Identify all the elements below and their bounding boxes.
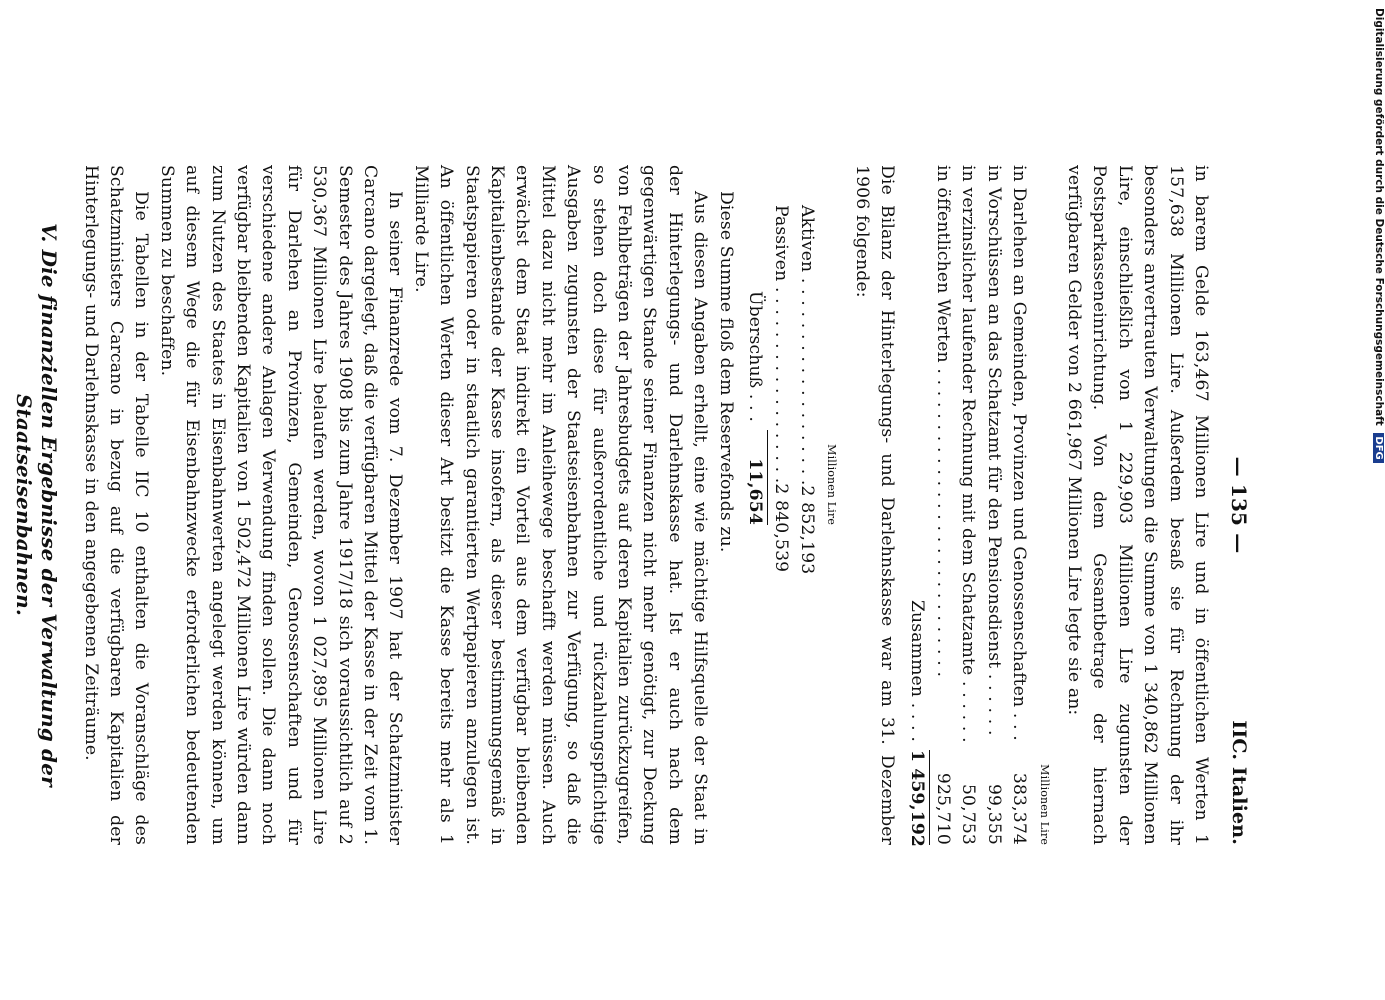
paragraph: In seiner Finanzrede vom 7. Dezember 1907 hat der Schatzminister Carcano dargelegt, daß die verfügbaren Mittel der Kasse in der Zeit vom 1. Semester des Jahres 1908 bis zum Jahre 1917/18 sich voraussichtlich auf 2 530,367 Millionen Lire belaufen werden, wovon 1 027,895 Millionen Lire für Darlehen an Provinzen, Gemeinden, Genossenschaften und für verschiedene andere Anlagen Verwendung finden sollen. Die dann noch verfügbar bleibenden Kapitalien von 1 502,472 Millionen Lire würden dann zum Nutzen des Staates in Eisenbahnwerten angelegt werden können, um auf diesem Wege die für Eisenbahnzwecke erforderlichen bedeutenden Summen zu beschaffen.	[156, 165, 406, 845]
table-row	[768, 205, 793, 573]
table-total-row	[742, 205, 768, 525]
row-value: 99,355	[983, 783, 1004, 845]
investment-table	[903, 165, 1056, 848]
document-page	[11, 165, 1251, 848]
table-row	[930, 165, 955, 845]
table-total-row	[903, 165, 929, 848]
page-number: — 135 —	[1227, 456, 1251, 554]
table-row	[794, 205, 819, 575]
section-heading: V. Die finanziellen Ergebnisse der Verwaltung der Staatseisenbahnen.	[11, 223, 62, 787]
row-value: 50,753	[958, 783, 979, 845]
row-label: Aktiven . . . . . . . . . . . . . . . . . . .	[796, 205, 817, 486]
paragraph: Die Tabellen in der Tabelle IIC 10 enthalten die Voranschläge des Schatzministers Carcano in bezug auf die verfügbaren Kapitalien der Hinterlegungs- und Darlehnskasse in den angegebenen Zeiträume.	[80, 165, 152, 845]
credit-text: Digitalisierung gefördert durch die Deutsche Forschungsgemeinschaft	[1373, 8, 1385, 426]
table-row	[955, 165, 980, 845]
row-value: 925,710	[932, 772, 953, 845]
paragraph: Die Bilanz der Hinterlegungs- und Darlehnskasse war am 31. Dezember 1906 folgende:	[851, 165, 898, 845]
row-value: 2 852,193	[796, 485, 817, 575]
row-label: Passiven . . . . . . . . . . . . . . . . . .	[771, 205, 792, 484]
digitization-credit	[1373, 8, 1385, 463]
total-value: 1 459,192	[903, 750, 929, 845]
total-value: 11,654	[742, 430, 768, 525]
table-unit: Millionen Lire	[825, 444, 839, 525]
row-value: 383,374	[1009, 772, 1030, 845]
paragraph: Diese Summe floß dem Reservefonds zu.	[715, 191, 736, 553]
table-row	[980, 165, 1005, 845]
total-label: Überschuß . . .	[745, 291, 766, 422]
balance-table	[742, 205, 845, 575]
row-label: in Vorschüssen an das Schatzamt für den Pensionsdienst . . . . . .	[983, 165, 1004, 736]
row-label: in verzinslicher laufender Rechnung mit dem Schatzamte . . . . . .	[958, 165, 979, 743]
running-head: IIC. Italien.	[1228, 720, 1250, 845]
paragraph: Aus diesen Angaben erhellt, eine wie mächtige Hilfsquelle der Staat in der Hinterlegungs- und Darlehnskasse hat. Ist er auch nach dem gegenwärtigen Stande seiner Finanzen nicht mehr genötigt, zur Deckung von Fehlbeträgen der Jahresbudgets auf deren Kapitalien zurückzugreifen, so stehen doch diese für außerordentliche und rückzahlungspflichtige Ausgaben zugunsten der Staatseisenbahnen zur Verfügung, so daß die Mittel dazu nicht mehr im Anleihewege beschafft werden müssen. Auch erwächst dem Staat indirekt ein Vorteil aus dem verfügbar bleibenden Kapitalienbestande der Kasse insofern, als dieser bestimmungsgemäß in Staatspapieren oder in staatlich garantierten Wertpapieren anzulegen ist. An öffentlichen Werten dieser Art besitzt die Kasse bereits mehr als 1 Milliarde Lire.	[410, 165, 711, 845]
dfg-logo: DFG	[1373, 433, 1384, 462]
row-label: in öffentlichen Werten . . . . . . . . . . . . . . . . . . . . . . . . . . . .	[932, 165, 953, 678]
table-row	[1006, 165, 1031, 845]
row-label: in Darlehen an Gemeinden, Provinzen und Genossenschaften . . .	[1009, 165, 1030, 741]
paragraph: in barem Gelde 163,467 Millionen Lire und in öffentlichen Werten 1 157,638 Millionen Lire. Außerdem besaß sie für Rechnung der ihr besonders anvertrauten Verwaltungen die Summe von 1 340,862 Millionen Lire, einschließlich von 1 229,903 Millionen Lire zugunsten der Postsparkasseneinrichtung. Von dem Gesamtbetrage der hiernach verfügbaren Gelder von 2 661,967 Millionen Lire legte sie an:	[1063, 165, 1211, 845]
table-unit: Millionen Lire	[1037, 764, 1051, 845]
row-value: 2 840,539	[771, 483, 792, 573]
total-label: Zusammen . . . .	[906, 599, 927, 742]
page-header	[1221, 165, 1251, 845]
